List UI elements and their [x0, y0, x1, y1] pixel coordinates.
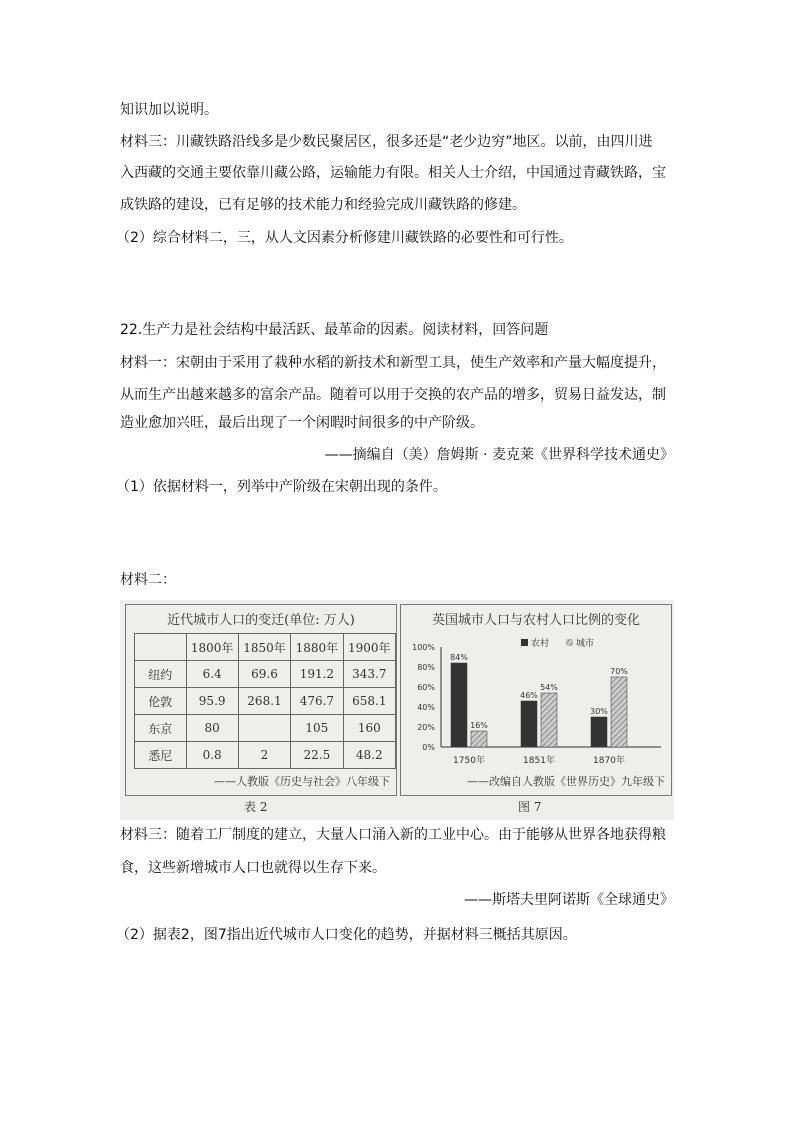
cell: 悉尼 — [135, 742, 187, 769]
question-22: 22.生产力是社会结构中最活跃、最革命的因素。阅读材料，回答问题 — [120, 322, 549, 338]
data-label: 54% — [540, 683, 558, 692]
table-row — [135, 688, 396, 715]
population-table-box — [125, 604, 397, 796]
question-2b: （2）据表2，图7指出近代城市人口变化的趋势，并据材料三概括其原因。 — [116, 927, 577, 943]
bar-农村 — [591, 717, 607, 747]
bar-城市 — [541, 693, 557, 747]
legend-swatch — [521, 639, 528, 646]
x-tick-label: 1851年 — [523, 756, 555, 766]
chart-box — [400, 604, 672, 796]
question-1: （1）依据材料一，列举中产阶级在宋朝出现的条件。 — [116, 479, 447, 495]
text-line: 从而生产出越来越多的富余产品。随着可以用于交换的农产品的增多，贸易日益发达，制 — [120, 387, 666, 403]
y-tick-label: 100% — [412, 643, 435, 652]
text-line: 材料三：随着工厂制度的建立，大量人口涌入新的工业中心。由于能够从世界各地获得粮 — [120, 827, 666, 843]
y-tick-label: 0% — [422, 743, 435, 752]
material-2-label: 材料二： — [120, 572, 176, 588]
legend-label: 城市 — [576, 639, 595, 649]
bar-chart — [401, 627, 671, 787]
table-header-row — [135, 634, 396, 661]
question-2: （2）综合材料二，三，从人文因素分析修建川藏铁路的必要性和可行性。 — [116, 230, 573, 246]
citation: ——斯塔夫里阿诺斯《全球通史》 — [464, 892, 674, 908]
table-source: ——人教版《历史与社会》八年级下 — [214, 775, 390, 788]
data-label: 84% — [450, 653, 468, 662]
cell: 95.9 — [186, 688, 238, 715]
header-cell: 1900年 — [343, 634, 395, 661]
cell: 658.1 — [343, 688, 395, 715]
header-cell: 1800年 — [186, 634, 238, 661]
x-tick-label: 1750年 — [453, 756, 485, 766]
cell: 22.5 — [291, 742, 343, 769]
cell: 191.2 — [291, 661, 343, 688]
cell: 160 — [343, 715, 395, 742]
cell: 48.2 — [343, 742, 395, 769]
legend-label: 农村 — [531, 639, 550, 649]
y-tick-label: 60% — [417, 683, 435, 692]
citation: ——摘编自（美）詹姆斯 · 麦克莱《世界科学技术通史》 — [324, 447, 674, 463]
data-label: 70% — [610, 667, 628, 676]
bar-城市 — [611, 677, 627, 747]
figure-scan — [120, 600, 674, 820]
cell: 纽约 — [135, 661, 187, 688]
cell: 2 — [238, 742, 290, 769]
text-line: 食，这些新增城市人口也就得以生存下来。 — [120, 860, 386, 876]
legend-swatch — [566, 639, 573, 646]
text-line: 材料一：宋朝由于采用了栽种水稻的新技术和新型工具，使生产效率和产量大幅度提升， — [120, 355, 666, 371]
text-line: 入西藏的交通主要依靠川藏公路，运输能力有限。相关人士介绍，中国通过青藏铁路，宝 — [120, 165, 666, 181]
chart-title: 英国城市人口与农村人口比例的变化 — [431, 613, 640, 628]
cell: 343.7 — [343, 661, 395, 688]
table-row — [135, 661, 396, 688]
data-label: 46% — [520, 691, 538, 700]
cell: 6.4 — [186, 661, 238, 688]
text-line: 知识加以说明。 — [120, 102, 218, 118]
data-label: 30% — [590, 707, 608, 716]
bar-城市 — [471, 731, 487, 747]
cell: 80 — [186, 715, 238, 742]
bar-农村 — [451, 663, 467, 747]
table-title: 近代城市人口的变迁(单位: 万人) — [167, 613, 355, 628]
data-label: 16% — [470, 721, 488, 730]
text-line: 造业愈加兴旺，最后出现了一个闲暇时间很多的中产阶级。 — [120, 415, 484, 431]
text-line: 成铁路的建设，已有足够的技术能力和经验完成川藏铁路的修建。 — [120, 197, 526, 213]
y-tick-label: 20% — [417, 723, 435, 732]
cell: 伦敦 — [135, 688, 187, 715]
cell: 268.1 — [238, 688, 290, 715]
chart-source: ——改编自人教版《世界历史》九年级下 — [467, 775, 665, 788]
table-row — [135, 742, 396, 769]
cell: 105 — [291, 715, 343, 742]
y-tick-label: 40% — [417, 703, 435, 712]
x-tick-label: 1870年 — [593, 756, 625, 766]
cell: 0.8 — [186, 742, 238, 769]
y-tick-label: 80% — [417, 663, 435, 672]
chart-caption: 图 7 — [518, 800, 542, 814]
cell: 东京 — [135, 715, 187, 742]
text-line: 材料三：川藏铁路沿线多是少数民聚居区，很多还是“老少边穷”地区。以前，由四川进 — [120, 134, 653, 150]
header-cell: 1850年 — [238, 634, 290, 661]
population-table — [134, 633, 396, 769]
cell: 476.7 — [291, 688, 343, 715]
cell: 69.6 — [238, 661, 290, 688]
bar-农村 — [521, 701, 537, 747]
header-cell: 1880年 — [291, 634, 343, 661]
header-cell — [135, 634, 187, 661]
cell — [238, 715, 290, 742]
table-row — [135, 715, 396, 742]
table-caption: 表 2 — [244, 800, 268, 814]
